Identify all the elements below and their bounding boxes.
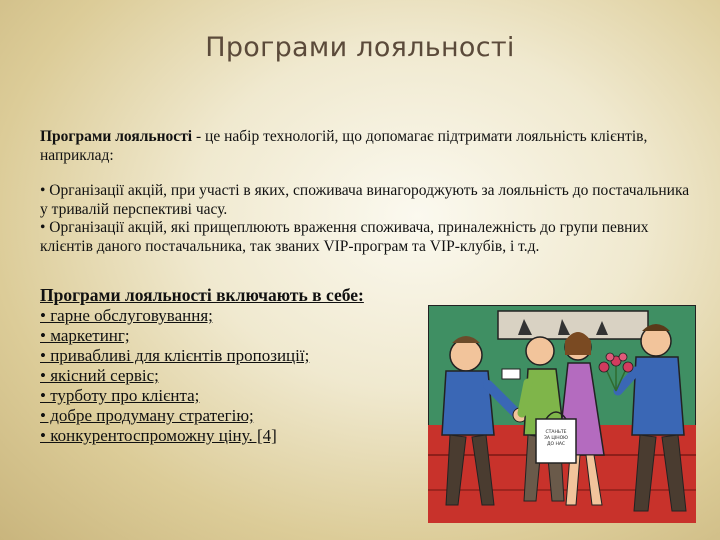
bullet-paragraph: • Організації акцій, при участі в яких, споживача винагороджують за лояльність до постачальника у тривалій перспективі часу. <box>40 182 690 218</box>
shopping-illustration <box>428 305 696 523</box>
svg-text:ЗА ЦІНОЮ: ЗА ЦІНОЮ <box>544 436 568 441</box>
bullet-paragraph: • Організації акцій, які прищеплюють враження споживача, приналежність до групи певних клієнтів даного постачальника, так званих VIP-програм та VIP-клубів, і т.д. <box>40 219 649 255</box>
intro-definition: - це набір технологій, що допомагає підтримати лояльність клієнтів, наприклад: <box>40 128 648 164</box>
intro-term: Програми лояльності <box>40 128 193 145</box>
list-item: • добре продуману стратегію; <box>40 406 254 425</box>
bullet-paragraphs <box>40 182 700 256</box>
list-item: • привабливі для клієнтів пропозиції; <box>40 346 310 365</box>
svg-text:ДО НАС: ДО НАС <box>546 442 566 447</box>
list-item: • турботу про клієнта; <box>40 386 200 405</box>
list-item: • гарне обслуговування; <box>40 306 213 325</box>
slide-title: Програми лояльності <box>205 32 515 63</box>
svg-text:СТАНЬТЕ: СТАНЬТЕ <box>545 430 567 435</box>
list-item: • маркетинг; <box>40 326 130 345</box>
list-item: • якісний сервіс; <box>40 366 159 385</box>
intro-paragraph <box>40 127 690 165</box>
includes-heading: Програми лояльності включають в себе: <box>40 285 364 305</box>
shopping-scene-image <box>428 305 696 523</box>
includes-list <box>40 306 309 446</box>
list-item: • конкурентоспроможну ціну. [4] <box>40 426 277 445</box>
